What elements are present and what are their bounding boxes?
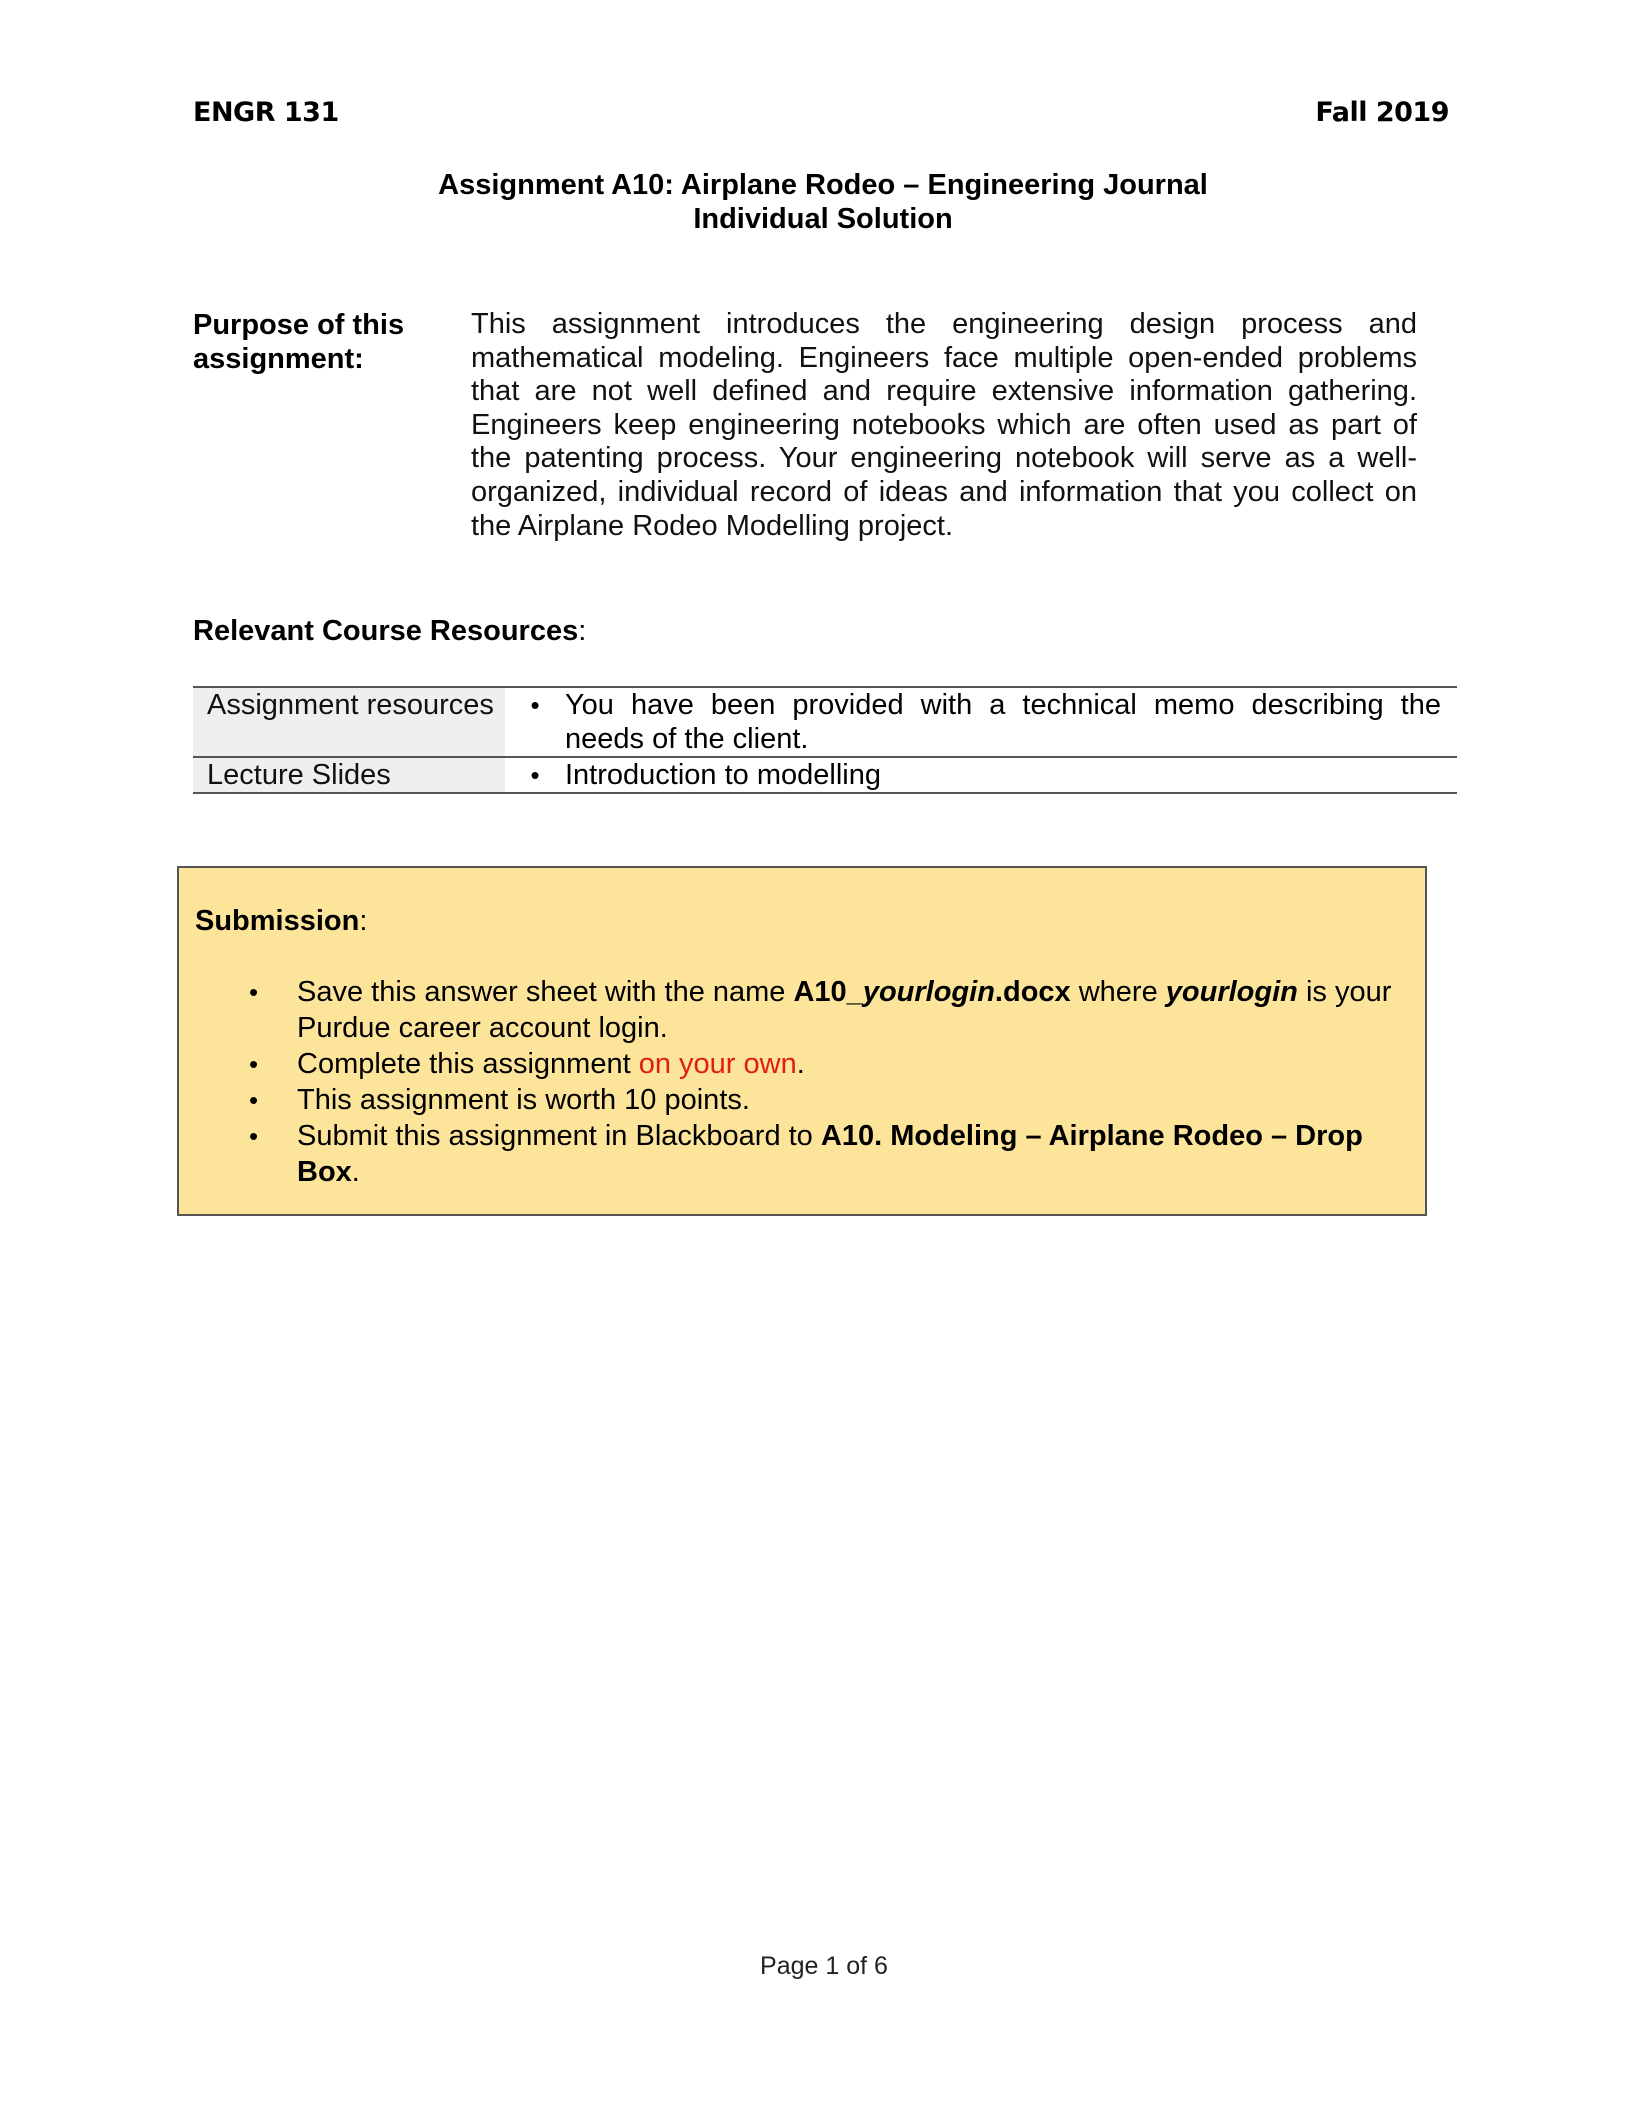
bullet-icon: • bbox=[249, 1049, 259, 1079]
resources-heading-text: Relevant Course Resources bbox=[193, 615, 579, 647]
bullet-icon: • bbox=[249, 1121, 259, 1151]
purpose-label: Purpose of this assignment: bbox=[193, 309, 405, 375]
list-item bbox=[505, 688, 1441, 756]
submission-heading: Submission: bbox=[195, 905, 368, 937]
title-line-2: Individual Solution bbox=[693, 203, 953, 235]
login-var: yourlogin bbox=[1165, 976, 1298, 1008]
title-line-1: Assignment A10: Airplane Rodeo – Engineering Journal bbox=[438, 169, 1208, 201]
resource-label: Lecture Slides bbox=[193, 757, 505, 793]
table-row bbox=[193, 757, 1457, 793]
page-number: Page 1 of 6 bbox=[760, 1952, 888, 1980]
dropbox-name: A10. Modeling – Airplane Rodeo – Drop Box bbox=[297, 1120, 1363, 1188]
term: Fall 2019 bbox=[1315, 97, 1449, 128]
resource-label: Assignment resources bbox=[193, 687, 505, 757]
bullet-icon: • bbox=[249, 1085, 259, 1115]
resources-table bbox=[193, 686, 1457, 794]
emphasis-text: on your own bbox=[638, 1048, 797, 1080]
document-title bbox=[0, 168, 1640, 236]
submission-box bbox=[177, 866, 1427, 1216]
list-item: • This assignment is worth 10 points. bbox=[195, 1082, 1405, 1118]
submission-heading-text: Submission bbox=[195, 905, 360, 937]
resource-item: You have been provided with a technical memo describing the needs of the client. bbox=[565, 689, 1441, 755]
bullet-icon: • bbox=[530, 760, 540, 790]
course-code: ENGR 131 bbox=[193, 97, 339, 128]
resource-item: Introduction to modelling bbox=[565, 759, 881, 791]
bullet-icon: • bbox=[249, 977, 259, 1007]
bullet-icon: • bbox=[530, 690, 540, 720]
list-item: • Complete this assignment on your own. bbox=[195, 1046, 1405, 1082]
purpose-text: This assignment introduces the engineering design process and mathematical modeling. Engineers face multiple open-ended problems that are not well defined and require extensive information gathering. Engineers keep engineering notebooks which are often used as part of the patenting process. Your engineering notebook will serve as a well-organized, individual record of ideas and information that you collect on the Airplane Rodeo Modelling project. bbox=[471, 308, 1417, 542]
file-name: A10_yourlogin.docx bbox=[793, 976, 1071, 1008]
resources-heading: Relevant Course Resources: bbox=[193, 615, 587, 647]
list-item: • Save this answer sheet with the name A10_yourlogin.docx where yourlogin is your Purdue career account login. bbox=[195, 974, 1405, 1046]
list-item: • Submit this assignment in Blackboard to A10. Modeling – Airplane Rodeo – Drop Box. bbox=[195, 1118, 1405, 1190]
table-row bbox=[193, 687, 1457, 757]
list-item bbox=[505, 758, 1441, 792]
submission-list bbox=[195, 974, 1405, 1190]
